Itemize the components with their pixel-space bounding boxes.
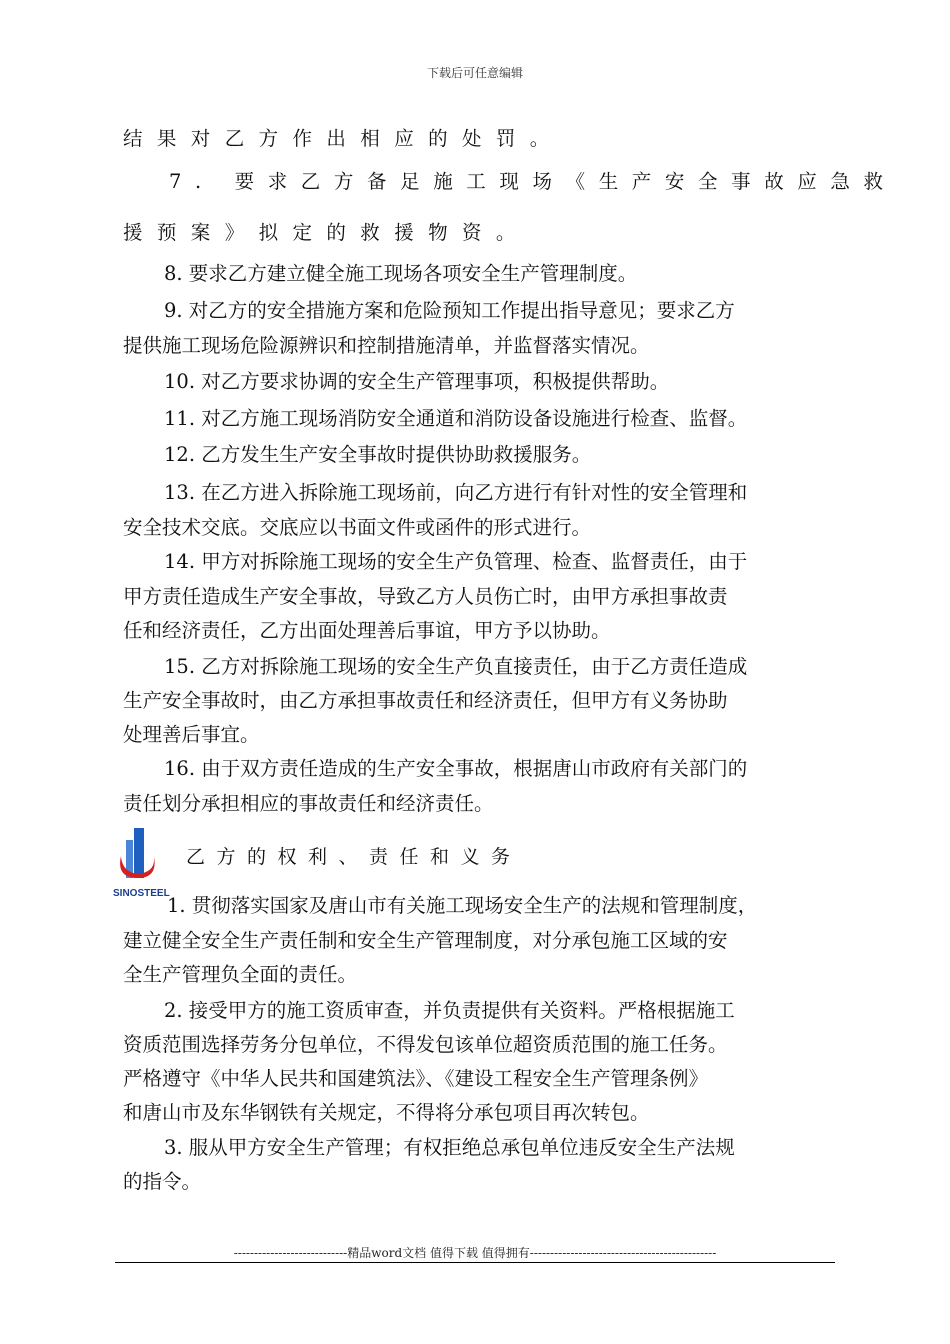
paragraph-line: 13. 在乙方进入拆除施工现场前，向乙方进行有针对性的安全管理和	[164, 481, 748, 504]
paragraph-line: 结果对乙方作出相应的处罚。	[123, 127, 564, 150]
paragraph-line: 10. 对乙方要求协调的安全生产管理事项，积极提供帮助。	[164, 370, 670, 393]
paragraph-line: 资质范围选择劳务分包单位，不得发包该单位超资质范围的施工任务。	[123, 1033, 728, 1056]
paragraph-line: 责任划分承担相应的事故责任和经济责任。	[123, 792, 494, 815]
page-header: 下载后可任意编辑	[426, 66, 523, 80]
footer-rule	[115, 1262, 835, 1263]
paragraph-line: 处理善后事宜。	[123, 723, 260, 746]
paragraph-line: 的指令。	[123, 1170, 202, 1193]
paragraph-line: 16. 由于双方责任造成的生产安全事故，根据唐山市政府有关部门的	[164, 757, 748, 780]
paragraph-line: 15. 乙方对拆除施工现场的安全生产负直接责任，由于乙方责任造成	[164, 655, 748, 678]
paragraph-line: 甲方责任造成生产安全事故，导致乙方人员伤亡时，由甲方承担事故责	[123, 585, 728, 608]
paragraph-line: 生产安全事故时，由乙方承担事故责任和经济责任，但甲方有义务协助	[123, 689, 728, 712]
paragraph-line: 安全技术交底。交底应以书面文件或函件的形式进行。	[123, 516, 592, 539]
page-footer: ----------------------------精品word文档 值得下载 值得拥有----------------------------------------------	[233, 1246, 717, 1260]
paragraph-line: 任和经济责任，乙方出面处理善后事谊，甲方予以协助。	[123, 619, 611, 642]
paragraph-line: 和唐山市及东华钢铁有关规定，不得将分承包项目再次转包。	[123, 1101, 650, 1124]
section-title: 乙方的权利、责任和义务	[186, 846, 522, 868]
logo-text: SINOSTEEL	[113, 888, 170, 899]
paragraph-line: 援预案》拟定的救援物资。	[123, 221, 530, 244]
paragraph-line: 8. 要求乙方建立健全施工现场各项安全生产管理制度。	[164, 262, 638, 285]
paragraph-line: 9. 对乙方的安全措施方案和危险预知工作提出指导意见；要求乙方	[164, 299, 735, 322]
paragraph-line: 1. 贯彻落实国家及唐山市有关施工现场安全生产的法规和管理制度，	[167, 894, 758, 917]
paragraph-line: 全生产管理负全面的责任。	[123, 963, 358, 986]
paragraph-line: 严格遵守《中华人民共和国建筑法》、《建设工程安全生产管理条例》	[123, 1067, 709, 1090]
paragraph-line: 12. 乙方发生生产安全事故时提供协助救援服务。	[164, 443, 592, 466]
paragraph-line: 14. 甲方对拆除施工现场的安全生产负管理、检查、监督责任，由于	[164, 550, 748, 573]
paragraph-line: 提供施工现场危险源辨识和控制措施清单，并监督落实情况。	[123, 334, 650, 357]
paragraph-line: 7. 要求乙方备足施工现场《生产安全事故应急救	[169, 170, 897, 193]
paragraph-line: 3. 服从甲方安全生产管理；有权拒绝总承包单位违反安全生产法规	[164, 1136, 735, 1159]
paragraph-line: 2. 接受甲方的施工资质审查，并负责提供有关资料。严格根据施工	[164, 999, 735, 1022]
paragraph-line: 11. 对乙方施工现场消防安全通道和消防设备设施进行检查、监督。	[164, 407, 748, 430]
paragraph-line: 建立健全安全生产责任制和安全生产管理制度，对分承包施工区域的安	[123, 929, 728, 952]
